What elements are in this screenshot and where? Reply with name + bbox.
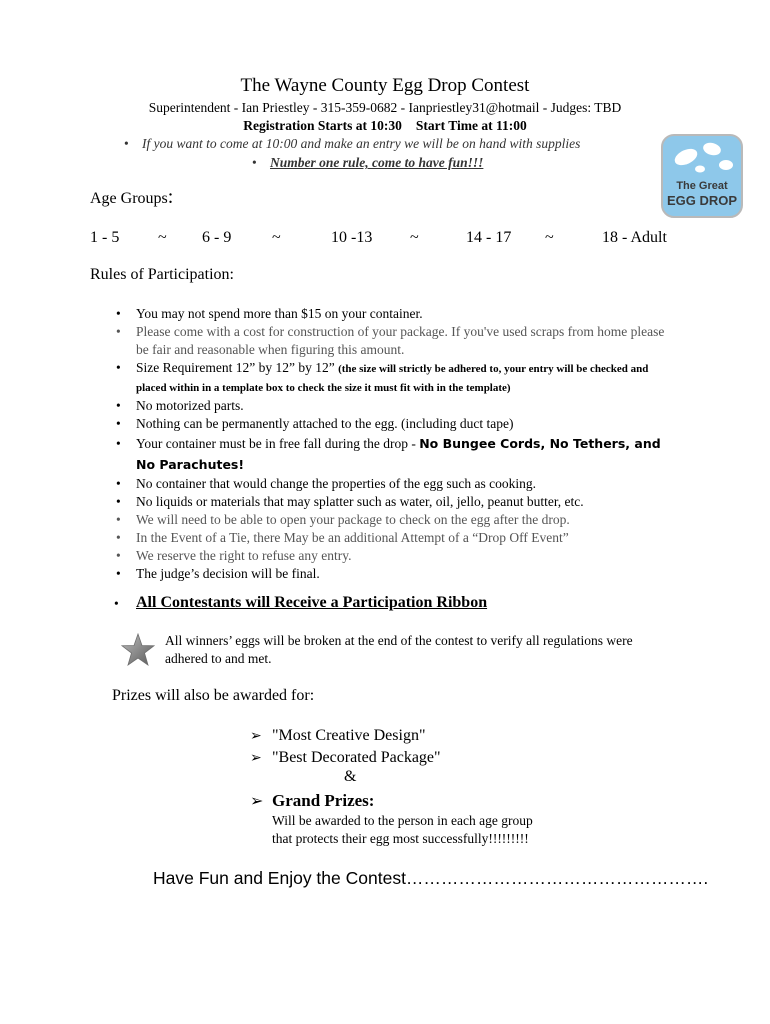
bullet-icon: • bbox=[114, 596, 119, 611]
age-separator: ~ bbox=[272, 229, 281, 246]
age-separator: ~ bbox=[410, 229, 419, 246]
logo-line-2: EGG DROP bbox=[666, 193, 738, 208]
list-item: • No motorized parts. bbox=[116, 398, 244, 413]
bullet-icon: • bbox=[116, 416, 121, 431]
bullet-icon: • bbox=[116, 398, 121, 413]
bullet-icon: • bbox=[116, 306, 121, 321]
list-item: • Your container must be in free fall during the drop - No Bungee Cords, No Tethers, and No Parachutes! bbox=[136, 433, 676, 475]
list-item: ➢ "Most Creative Design" bbox=[250, 725, 441, 747]
age-groups-heading: Age Groups: bbox=[90, 186, 174, 208]
bullet-icon: • bbox=[124, 136, 129, 151]
grand-prizes-heading: ➢ Grand Prizes: bbox=[250, 791, 375, 810]
list-item: • Nothing can be permanently attached to the egg. (including duct tape) bbox=[116, 416, 514, 431]
intro-rule-note bbox=[252, 155, 484, 171]
age-separator: ~ bbox=[545, 229, 554, 246]
logo-line-1: The Great bbox=[676, 180, 728, 192]
bullet-icon: • bbox=[116, 360, 121, 375]
list-item: • Please come with a cost for construction of your package. If you've used scraps from home please be fair and reasonable when figuring this amount. bbox=[116, 324, 665, 357]
star-icon bbox=[121, 633, 155, 667]
arrow-bullet-icon: ➢ bbox=[250, 750, 262, 766]
registration-start: Registration Starts at 10:30 bbox=[243, 118, 402, 133]
intro-supplies-text: If you want to come at 10:00 and make an entry we will be on hand with supplies bbox=[142, 136, 581, 151]
bullet-icon: • bbox=[252, 155, 257, 170]
bullet-icon: • bbox=[116, 548, 121, 563]
bullet-icon: • bbox=[116, 512, 121, 527]
rules-list bbox=[116, 305, 676, 583]
age-group-5: 18 - Adult bbox=[602, 229, 667, 246]
rules-heading: Rules of Participation: bbox=[90, 266, 234, 283]
bullet-icon: • bbox=[116, 436, 121, 451]
registration-line bbox=[0, 118, 770, 134]
arrow-bullet-icon: ➢ bbox=[250, 728, 262, 744]
contest-start-time: Start Time at 11:00 bbox=[415, 118, 527, 133]
list-item: ➢ "Best Decorated Package" bbox=[250, 747, 441, 769]
age-group-1: 1 - 5 bbox=[90, 229, 120, 246]
arrow-bullet-icon: ➢ bbox=[250, 791, 264, 810]
bullet-icon: • bbox=[116, 476, 121, 491]
age-group-4: 14 - 17 bbox=[466, 229, 512, 246]
bullet-icon: • bbox=[116, 566, 121, 581]
age-group-2: 6 - 9 bbox=[202, 229, 232, 246]
list-item: • We will need to be able to open your package to check on the egg after the drop. bbox=[116, 512, 570, 527]
list-item: • Size Requirement 12” by 12” by 12” (the size will strictly be adhered to, your entry will be checked and placed within in a template box to check the size it must fit with in the template) bbox=[116, 360, 649, 394]
great-egg-drop-logo bbox=[660, 133, 744, 219]
closing-message: Have Fun and Enjoy the Contest……………………………………………. bbox=[153, 868, 709, 888]
list-item: • No liquids or materials that may splatter such as water, oil, jello, peanut butter, etc. bbox=[116, 494, 584, 509]
bullet-icon: • bbox=[116, 324, 121, 339]
participation-ribbon-heading: All Contestants will Receive a Participation Ribbon bbox=[136, 594, 488, 611]
bullet-icon: • bbox=[116, 494, 121, 509]
list-item: • We reserve the right to refuse any entry. bbox=[116, 548, 352, 563]
prizes-heading: Prizes will also be awarded for: bbox=[112, 687, 315, 704]
list-item: • No container that would change the properties of the egg such as cooking. bbox=[116, 476, 537, 491]
free-fall-restrictions: No Bungee Cords, No Tethers, and No Parachutes! bbox=[136, 436, 661, 472]
grand-prizes-description: Will be awarded to the person in each age group that protects their egg most successfully!!!!!!!!! bbox=[272, 813, 533, 846]
intro-rule-text: Number one rule, come to have fun!!! bbox=[270, 155, 484, 170]
winners-note: All winners’ eggs will be broken at the end of the contest to verify all regulations were adhered to and met. bbox=[165, 633, 633, 666]
bullet-icon: • bbox=[116, 530, 121, 545]
size-requirement-note: (the size will strictly be adhered to, your entry will be checked and placed within in a template box to check the size it must fit with in the template) bbox=[136, 363, 649, 394]
age-groups-row bbox=[90, 229, 690, 251]
contact-line: Superintendent - Ian Priestley - 315-359-0682 - Ianpriestley31@hotmail - Judges: TBD bbox=[148, 100, 622, 115]
list-item: • The judge’s decision will be final. bbox=[116, 566, 320, 581]
list-item: • In the Event of a Tie, there May be an additional Attempt of a “Drop Off Event” bbox=[116, 530, 569, 545]
intro-supplies-note bbox=[124, 136, 581, 152]
ampersand: & bbox=[344, 768, 357, 785]
list-item: • You may not spend more than $15 on your container. bbox=[116, 306, 423, 321]
age-group-3: 10 -13 bbox=[331, 229, 373, 246]
prize-list bbox=[250, 725, 441, 769]
document-title: The Wayne County Egg Drop Contest bbox=[240, 75, 530, 96]
age-separator: ~ bbox=[158, 229, 167, 246]
